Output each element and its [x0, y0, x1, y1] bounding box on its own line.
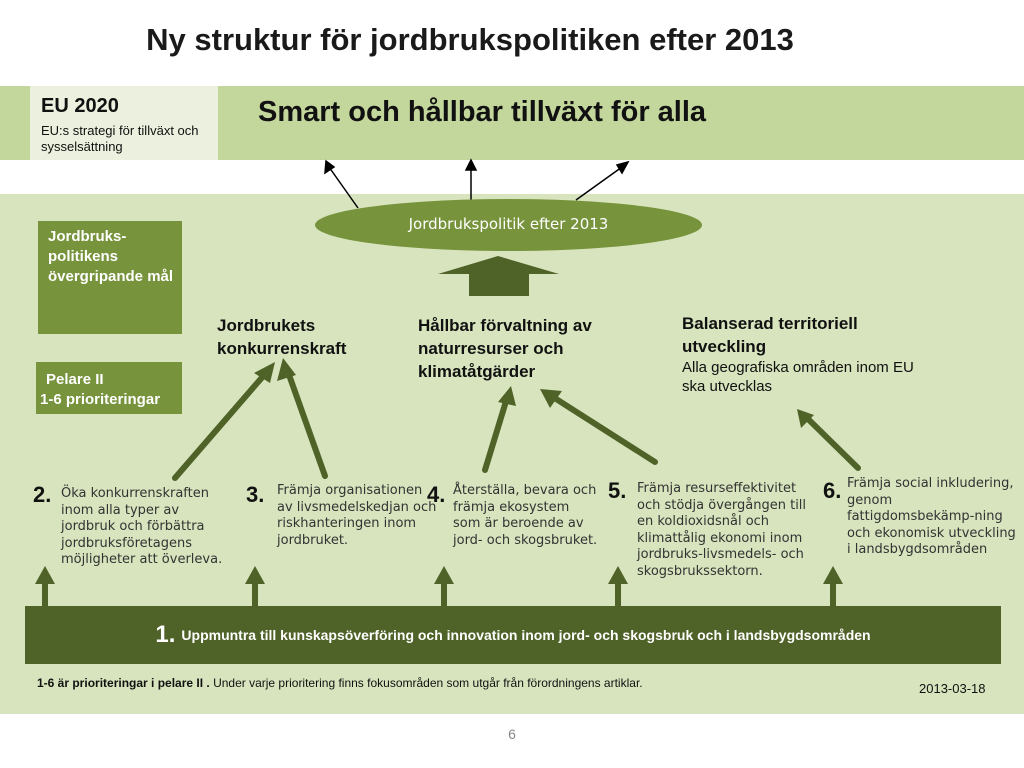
- priority-5-number: 5.: [608, 478, 627, 503]
- arrow-6-to-territorial: [806, 417, 858, 468]
- eu2020-description: EU:s strategi för tillväxt och sysselsättning: [41, 123, 199, 154]
- page-title: Ny struktur för jordbrukspolitiken efter 2013: [146, 22, 794, 57]
- goal-competitiveness: Jordbrukets konkurrenskraft: [217, 316, 347, 358]
- priority-1-bar: [25, 606, 1001, 664]
- priority-3-text: Främja organisationen av livsmedelskedjan och riskhanteringen inom jordbruket.: [277, 483, 437, 548]
- big-up-arrow: [438, 256, 559, 296]
- priority-4-number: 4.: [427, 482, 446, 507]
- goal-territorial-description: Alla geografiska områden inom EU ska utvecklas: [682, 359, 914, 395]
- thin-arrow-right: [576, 167, 622, 200]
- stem-2-head: [35, 566, 55, 584]
- priority-5-text: Främja resurseffektivitet och stödja övergången till en koldioxidsnål och klimattålig ekonomi inom jordbruks-livsmedels- och skogsbrukssektorn.: [637, 481, 807, 579]
- priority-3-number: 3.: [246, 482, 265, 507]
- arrow-2-to-competitiveness: [175, 374, 265, 478]
- page-number: 6: [508, 726, 516, 742]
- thin-arrow-right-head: [617, 162, 628, 173]
- priority-1-text: Uppmuntra till kunskapsöverföring och innovation inom jord- och skogsbruk och i landsbygdsområden: [181, 627, 871, 643]
- goal-sustainable-management: Hållbar förvaltning av naturresurser och klimatåtgärder: [418, 316, 592, 381]
- stem-2: [42, 582, 48, 607]
- eu2020-title: EU 2020: [41, 95, 119, 117]
- stem-6: [830, 582, 836, 607]
- pillar-sublabel: 1-6 prioriteringar: [40, 391, 161, 408]
- priority-2-number: 2.: [33, 482, 52, 507]
- priority-2-text: Öka konkurrenskraften inom alla typer av jordbruk och förbättra jordbruksföretagens möjligheter att överleva.: [61, 486, 223, 567]
- arrow-5-to-sustainable: [553, 397, 655, 462]
- goals-label-box: Jordbruks-politikens övergripande mål: [38, 221, 182, 334]
- priority-4-text: Återställa, bevara och främja ekosystem som är beroende av jord- och skogsbruket.: [453, 483, 598, 548]
- stem-3-head: [245, 566, 265, 584]
- priority-6-number: 6.: [823, 478, 842, 503]
- arrow-4-to-sustainable: [485, 398, 507, 470]
- stem-6-head: [823, 566, 843, 584]
- slide-date: 2013-03-18: [919, 681, 986, 696]
- stem-5: [615, 582, 621, 607]
- arrow-3-to-competitiveness: [288, 372, 325, 476]
- footnote: [37, 676, 643, 690]
- stem-5-head: [608, 566, 628, 584]
- footnote-bold: 1-6 är prioriteringar i pelare II .: [37, 676, 210, 690]
- footnote-text: Under varje prioritering finns fokusområden som utgår från förordningens artiklar.: [209, 676, 643, 690]
- headline: Smart och hållbar tillväxt för alla: [258, 96, 707, 128]
- priority-6-text: Främja social inkludering, genom fattigdomsbekämp-ning och ekonomisk utveckling i landsbygdsområden: [847, 476, 1016, 557]
- stem-3: [252, 582, 258, 607]
- stem-4: [441, 582, 447, 607]
- pillar-label: Pelare II: [46, 371, 104, 388]
- thin-arrow-center-head: [466, 160, 476, 170]
- cap-ellipse: Jordbrukspolitik efter 2013: [315, 199, 702, 251]
- stem-4-head: [434, 566, 454, 584]
- thin-arrow-left: [329, 167, 358, 208]
- pillar-label-box: [36, 362, 182, 414]
- arrow-4-head: [498, 386, 516, 406]
- goal-territorial-development: Balanserad territoriell utveckling: [682, 314, 858, 356]
- priority-1-number: 1.: [155, 621, 176, 648]
